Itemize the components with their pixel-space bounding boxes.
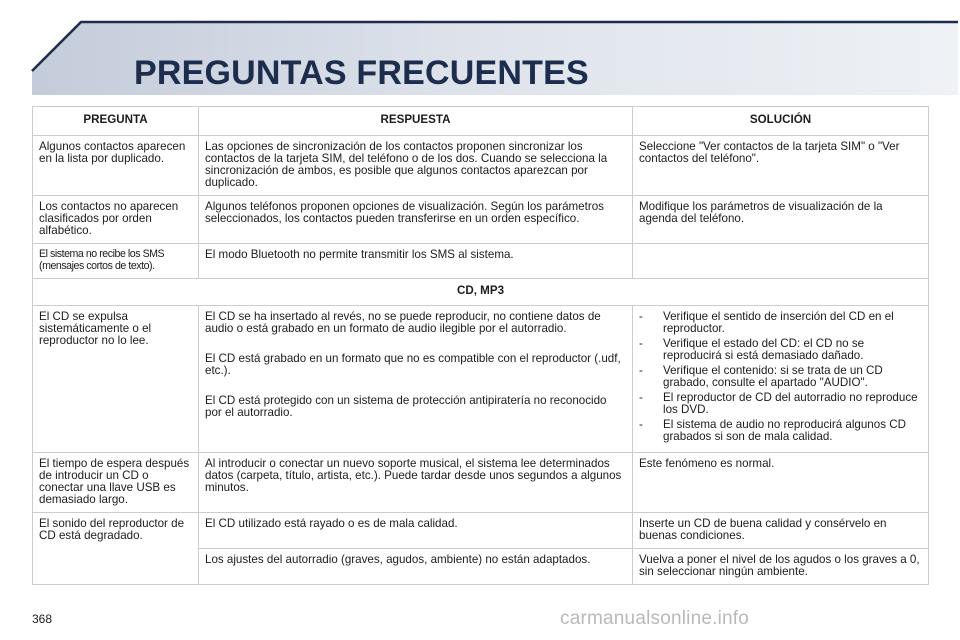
page-number: 368	[32, 612, 53, 626]
answer-cell: El modo Bluetooth no permite transmitir los SMS al sistema.	[199, 244, 633, 279]
watermark: carmanualsonline.info	[560, 608, 750, 629]
question-cell: El sistema no recibe los SMS (mensajes cortos de texto).	[33, 244, 199, 279]
section-title-cd: CD, MP3	[33, 279, 929, 306]
solution-cell: Este fenómeno es normal.	[633, 453, 929, 513]
question-cell: Algunos contactos aparecen en la lista por duplicado.	[33, 136, 199, 196]
answer-cell: Algunos teléfonos proponen opciones de visualización. Según los parámetros seleccionados, los contactos pueden transferirse en un orden específico.	[199, 196, 633, 244]
list-item: - El sistema de audio no reproducirá algunos CD grabados si son de mala calidad.	[639, 419, 922, 443]
faq-table	[32, 106, 929, 585]
column-header-question: PREGUNTA	[33, 107, 199, 136]
solution-cell: Modifique los parámetros de visualización de la agenda del teléfono.	[633, 196, 929, 244]
answer-cell: El CD utilizado está rayado o es de mala calidad.	[199, 513, 633, 549]
answer-paragraph: El CD se ha insertado al revés, no se puede reproducir, no contiene datos de audio o está grabado en un formato de audio ilegible por el autorradio.	[205, 310, 601, 335]
page-title: PREGUNTAS FRECUENTES	[134, 54, 589, 92]
answer-cell: Al introducir o conectar un nuevo soporte musical, el sistema lee determinados datos (carpeta, título, artista, etc.). Puede tardar desde unos segundos a algunos minutos.	[199, 453, 633, 513]
answer-cell	[199, 306, 633, 453]
list-item: - El reproductor de CD del autorradio no reproduce los DVD.	[639, 392, 922, 416]
solution-cell	[633, 244, 929, 279]
solution-cell	[633, 306, 929, 453]
table-header-row	[33, 107, 929, 136]
question-cell: El sonido del reproductor de CD está degradado.	[33, 513, 199, 585]
question-cell: Los contactos no aparecen clasificados por orden alfabético.	[33, 196, 199, 244]
list-item: - Verifique el estado del CD: el CD no se reproducirá si está demasiado dañado.	[639, 338, 922, 362]
answer-cell: Las opciones de sincronización de los contactos proponen sincronizar los contactos de la tarjeta SIM, del teléfono o de los dos. Cuando se selecciona la sincronización de ambos, es posible que algunos contactos aparezcan por duplicado.	[199, 136, 633, 196]
column-header-solution: SOLUCIÓN	[633, 107, 929, 136]
table-row	[33, 306, 929, 453]
column-header-answer: RESPUESTA	[199, 107, 633, 136]
question-cell: El CD se expulsa sistemáticamente o el reproductor no lo lee.	[33, 306, 199, 453]
table-row	[33, 453, 929, 513]
section-row	[33, 279, 929, 306]
solution-list	[639, 311, 922, 443]
list-item: - Verifique el sentido de inserción del CD en el reproductor.	[639, 311, 922, 335]
answer-cell: Los ajustes del autorradio (graves, agudos, ambiente) no están adaptados.	[199, 549, 633, 585]
table-row	[33, 136, 929, 196]
answer-paragraph: El CD está protegido con un sistema de protección antipiratería no reconocido por el autorradio.	[205, 394, 607, 419]
table-row	[33, 513, 929, 549]
table-row	[33, 244, 929, 279]
solution-cell: Inserte un CD de buena calidad y consérvelo en buenas condiciones.	[633, 513, 929, 549]
solution-cell: Seleccione "Ver contactos de la tarjeta SIM" o "Ver contactos del teléfono".	[633, 136, 929, 196]
answer-paragraph: El CD está grabado en un formato que no es compatible con el reproductor (.udf, etc.).	[205, 352, 621, 377]
solution-cell: Vuelva a poner el nivel de los agudos o los graves a 0, sin seleccionar ningún ambiente.	[633, 549, 929, 585]
header-banner	[0, 0, 960, 110]
list-item: - Verifique el contenido: si se trata de un CD grabado, consulte el apartado "AUDIO".	[639, 365, 922, 389]
table-row	[33, 196, 929, 244]
question-cell: El tiempo de espera después de introducir un CD o conectar una llave USB es demasiado largo.	[33, 453, 199, 513]
